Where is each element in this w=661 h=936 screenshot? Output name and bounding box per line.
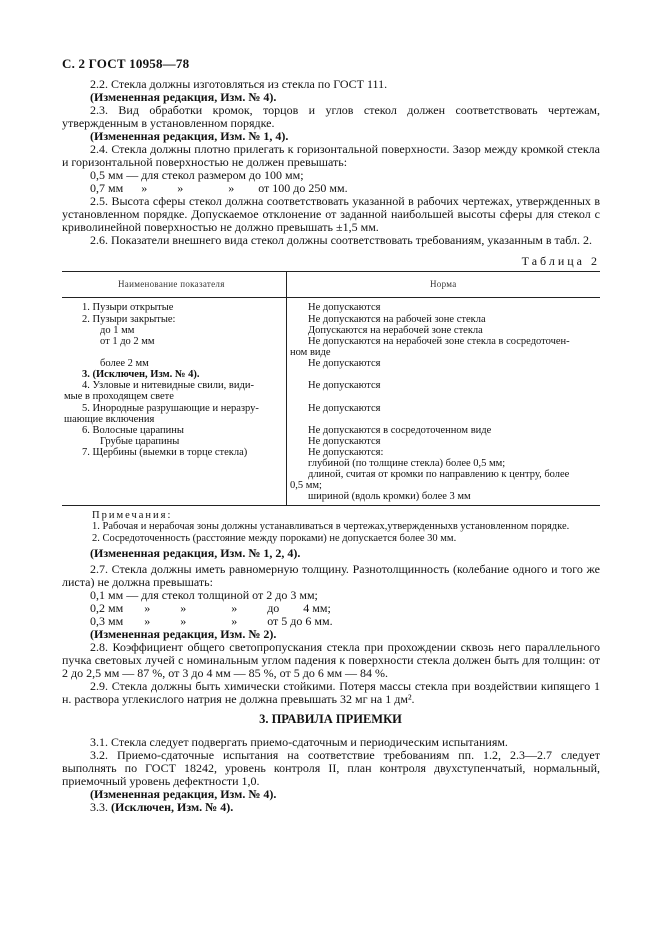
section-3-title: 3. ПРАВИЛА ПРИЕМКИ <box>259 712 402 726</box>
para-3-2: 3.2. Приемо-сдаточные испытания на соответствие требованиям пп. 1.2, 2.3—2.7 следует выполнять по ГОСТ 18242, уровень контроля II, план контроля двухступенчатый, нормальный, приемочный уровень дефектности 1,0. <box>62 748 600 788</box>
amend-3-2: (Измененная редакция, Изм. № 4). <box>90 787 277 801</box>
gap-line-1: 0,5 мм — для стекол размером до 100 мм; <box>90 168 304 182</box>
row-1-norm: Не допускаются <box>308 302 381 313</box>
table-header-norm: Норма <box>430 279 457 289</box>
row-7-norm-length: длиной, считая от кромки по направлению к центру, более <box>308 469 570 480</box>
thick-line-1: 0,1 мм — для стекол толщиной от 2 до 3 мм; <box>90 588 318 602</box>
row-6-name: 6. Волосные царапины <box>82 425 184 436</box>
note-2: 2. Сосредоточенность (расстояние между пороками) не допускается более 30 мм. <box>92 533 457 544</box>
gap-line-2: 0,7 мм » » » от 100 до 250 мм. <box>90 181 348 195</box>
table-column-divider <box>286 271 287 505</box>
amend-2-7: (Измененная редакция, Изм. № 2). <box>90 627 277 641</box>
row-4-norm: Не допускаются <box>308 380 381 391</box>
section-2-lower <box>62 547 600 706</box>
table-header-rule <box>62 297 600 298</box>
amend-notes: (Измененная редакция, Изм. № 1, 2, 4). <box>90 546 301 560</box>
notes-title: Примечания: <box>92 510 173 521</box>
section-2-intro <box>62 78 600 247</box>
row-2-norm-b: Допускаются на нерабочей зоне стекла <box>308 325 483 336</box>
row-6b-name: Грубые царапины <box>100 436 180 447</box>
para-2-7: 2.7. Стекла должны иметь равномерную толщину. Разнотолщинность (колебание одного и того же листа) не должна превышать: <box>62 562 600 589</box>
row-5-name-b: шающие включения <box>64 414 155 425</box>
para-2-2: 2.2. Стекла должны изготовляться из стекла по ГОСТ 111. <box>90 77 388 91</box>
row-3-name: 3. (Исключен, Изм. № 4). <box>82 369 200 380</box>
para-2-9: 2.9. Стекла должны быть химически стойкими. Потеря массы стекла при воздействии кипящего 1 н. раствора углекислого натрия не должна превышать 32 мг на 1 дм². <box>62 679 600 706</box>
para-2-3: 2.3. Вид обработки кромок, торцов и углов стекол должен соответствовать чертежам, утвержденным в установленном порядке. <box>62 103 600 130</box>
row-4-name-a: 4. Узловые и нитевидные свили, види- <box>82 380 254 391</box>
amend-2-3: (Измененная редакция, Изм. № 1, 4). <box>90 129 289 143</box>
table-header-indicator: Наименование показателя <box>118 279 225 289</box>
row-7-name: 7. Щербины (выемки в торце стекла) <box>82 447 248 458</box>
row-5-name-a: 5. Инородные разрушающие и неразру- <box>82 403 259 414</box>
row-2-norm-d: ном виде <box>290 347 331 358</box>
page-header: С. 2 ГОСТ 10958—78 <box>62 56 190 71</box>
para-3-3-num: 3.3. <box>90 800 108 814</box>
para-3-3-text: (Исключен, Изм. № 4). <box>111 800 234 814</box>
row-2c-name: более 2 мм <box>100 358 149 369</box>
row-7-norm-width: шириной (вдоль кромки) более 3 мм <box>308 491 471 502</box>
row-7-norm: Не допускаются: <box>308 447 384 458</box>
row-6b-norm: Не допускаются <box>308 436 381 447</box>
note-1: 1. Рабочая и нерабочая зоны должны устанавливаться в чертежах,утвержденныхв установленном порядке. <box>92 521 570 532</box>
para-3-3 <box>62 801 600 814</box>
row-7-norm-length-b: 0,5 мм; <box>290 480 322 491</box>
row-6-norm: Не допускаются в сосредоточенном виде <box>308 425 492 436</box>
row-4-name-b: мые в проходящем свете <box>64 391 174 402</box>
row-5-norm: Не допускаются <box>308 403 381 414</box>
row-2a-name: до 1 мм <box>100 325 135 336</box>
row-2-norm-a: Не допускаются на рабочей зоне стекла <box>308 314 486 325</box>
para-3-1: 3.1. Стекла следует подвергать приемо-сдаточным и периодическим испытаниям. <box>90 735 508 749</box>
amend-2-2: (Измененная редакция, Изм. № 4). <box>90 90 277 104</box>
row-2-norm-c: Не допускаются на нерабочей зоне стекла в сосредоточен- <box>308 336 570 347</box>
thick-line-3: 0,3 мм » » » от 5 до 6 мм. <box>90 614 333 628</box>
section-3-body <box>62 736 600 814</box>
table-caption: Таблица 2 <box>521 254 600 268</box>
row-2b-name: от 1 до 2 мм <box>100 336 155 347</box>
para-2-4: 2.4. Стекла должны плотно прилегать к горизонтальной поверхности. Зазор между кромкой стекла и горизонтальной поверхностью не должен превышать: <box>62 142 600 169</box>
thick-line-2: 0,2 мм » » » до 4 мм; <box>90 601 331 615</box>
row-7-norm-depth: глубиной (по толщине стекла) более 0,5 мм; <box>308 458 506 469</box>
table-top-rule <box>62 271 600 272</box>
row-2c-norm: Не допускаются <box>308 358 381 369</box>
para-2-5: 2.5. Высота сферы стекол должна соответствовать указанной в рабочих чертежах, утвержденных в установленном порядке. Допускаемое отклонение от заданной наибольшей высоты сферы для стекол с криволинейной поверхностью не должно превышать ±1,5 мм. <box>62 194 600 234</box>
para-2-6: 2.6. Показатели внешнего вида стекол должны соответствовать требованиям, указанным в табл. 2. <box>90 233 593 247</box>
row-2-name: 2. Пузыри закрытые: <box>82 314 176 325</box>
row-1-name: 1. Пузыри открытые <box>82 302 174 313</box>
para-2-8: 2.8. Коэффициент общего светопропускания стекла при прохождении сквозь него параллельного пучка световых лучей с номинальным углом падения к поверхности стекла должен быть для толщин: от 2 до 2,5 мм — 87 %, от 3 до 4 мм — 85 %, от 5 до 6 мм — 84 %. <box>62 640 600 680</box>
table-bottom-rule <box>62 505 600 506</box>
